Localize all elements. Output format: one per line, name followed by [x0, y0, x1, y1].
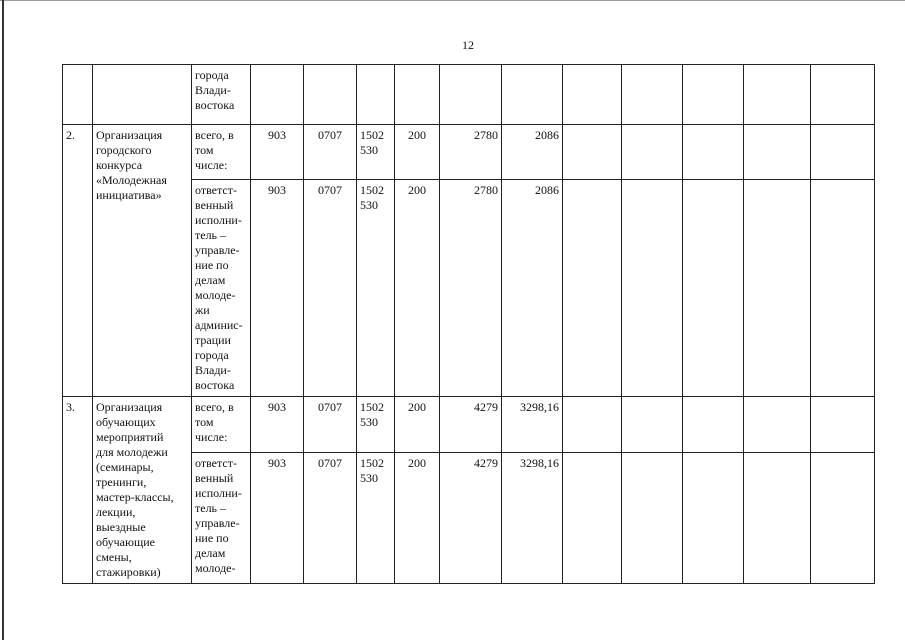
cell-empty	[622, 65, 683, 125]
cell-vr: 200	[395, 397, 440, 453]
cell-no	[63, 65, 93, 125]
cell-empty	[744, 125, 811, 180]
cell-rzpr: 0707	[304, 180, 357, 397]
cell-rzpr	[304, 65, 357, 125]
cell-rzpr: 0707	[304, 453, 357, 584]
cell-grbs: 903	[251, 125, 304, 180]
cell-vr: 200	[395, 453, 440, 584]
cell-empty	[811, 180, 875, 397]
cell-empty	[811, 125, 875, 180]
cell-empty	[563, 453, 622, 584]
cell-fact: 2086	[502, 125, 563, 180]
cell-empty	[683, 65, 744, 125]
cell-empty	[622, 125, 683, 180]
cell-rzpr: 0707	[304, 125, 357, 180]
table-row	[63, 65, 875, 125]
cell-no: 3.	[63, 397, 93, 584]
scan-top-edge	[0, 0, 905, 1]
cell-vr	[395, 65, 440, 125]
cell-empty	[683, 453, 744, 584]
cell-grbs	[251, 65, 304, 125]
cell-csr: 1502 530	[357, 180, 395, 397]
cell-empty	[563, 125, 622, 180]
page-number: 12	[462, 38, 474, 52]
cell-label: ответст- венный исполни- тель – управле- ние по делам молоде- жи админис- трации города Влади- востока	[192, 180, 251, 397]
cell-no: 2.	[63, 125, 93, 397]
cell-fact	[502, 65, 563, 125]
cell-empty	[622, 453, 683, 584]
cell-empty	[744, 453, 811, 584]
cell-event: Организация городского конкурса «Молодежная инициатива»	[93, 125, 192, 397]
cell-vr: 200	[395, 125, 440, 180]
cell-empty	[563, 65, 622, 125]
cell-label: всего, в том числе:	[192, 125, 251, 180]
cell-plan: 2780	[440, 180, 502, 397]
cell-empty	[744, 397, 811, 453]
table-row	[63, 125, 875, 180]
budget-table	[62, 64, 875, 584]
cell-event	[93, 65, 192, 125]
cell-empty	[622, 397, 683, 453]
cell-empty	[811, 65, 875, 125]
cell-csr: 1502 530	[357, 125, 395, 180]
cell-rzpr: 0707	[304, 397, 357, 453]
cell-label: ответст- венный исполни- тель – управле- ние по делам молоде-	[192, 453, 251, 584]
cell-empty	[563, 397, 622, 453]
cell-fact: 2086	[502, 180, 563, 397]
cell-csr: 1502 530	[357, 397, 395, 453]
cell-empty	[622, 180, 683, 397]
cell-empty	[744, 180, 811, 397]
table-row	[63, 397, 875, 453]
cell-plan: 4279	[440, 453, 502, 584]
cell-vr: 200	[395, 180, 440, 397]
cell-label: всего, в том числе:	[192, 397, 251, 453]
cell-grbs: 903	[251, 453, 304, 584]
cell-plan	[440, 65, 502, 125]
cell-empty	[811, 397, 875, 453]
cell-label: города Влади- востока	[192, 65, 251, 125]
cell-csr	[357, 65, 395, 125]
cell-empty	[683, 125, 744, 180]
scan-left-edge	[2, 0, 4, 640]
cell-empty	[563, 180, 622, 397]
cell-empty	[683, 397, 744, 453]
cell-plan: 4279	[440, 397, 502, 453]
cell-csr: 1502 530	[357, 453, 395, 584]
cell-fact: 3298,16	[502, 397, 563, 453]
cell-empty	[744, 65, 811, 125]
cell-empty	[811, 453, 875, 584]
cell-event: Организация обучающих мероприятий для молодежи (семинары, тренинги, мастер-классы, лекции, выездные обучающие смены, стажировки)	[93, 397, 192, 584]
cell-grbs: 903	[251, 180, 304, 397]
cell-plan: 2780	[440, 125, 502, 180]
cell-grbs: 903	[251, 397, 304, 453]
cell-fact: 3298,16	[502, 453, 563, 584]
cell-empty	[683, 180, 744, 397]
